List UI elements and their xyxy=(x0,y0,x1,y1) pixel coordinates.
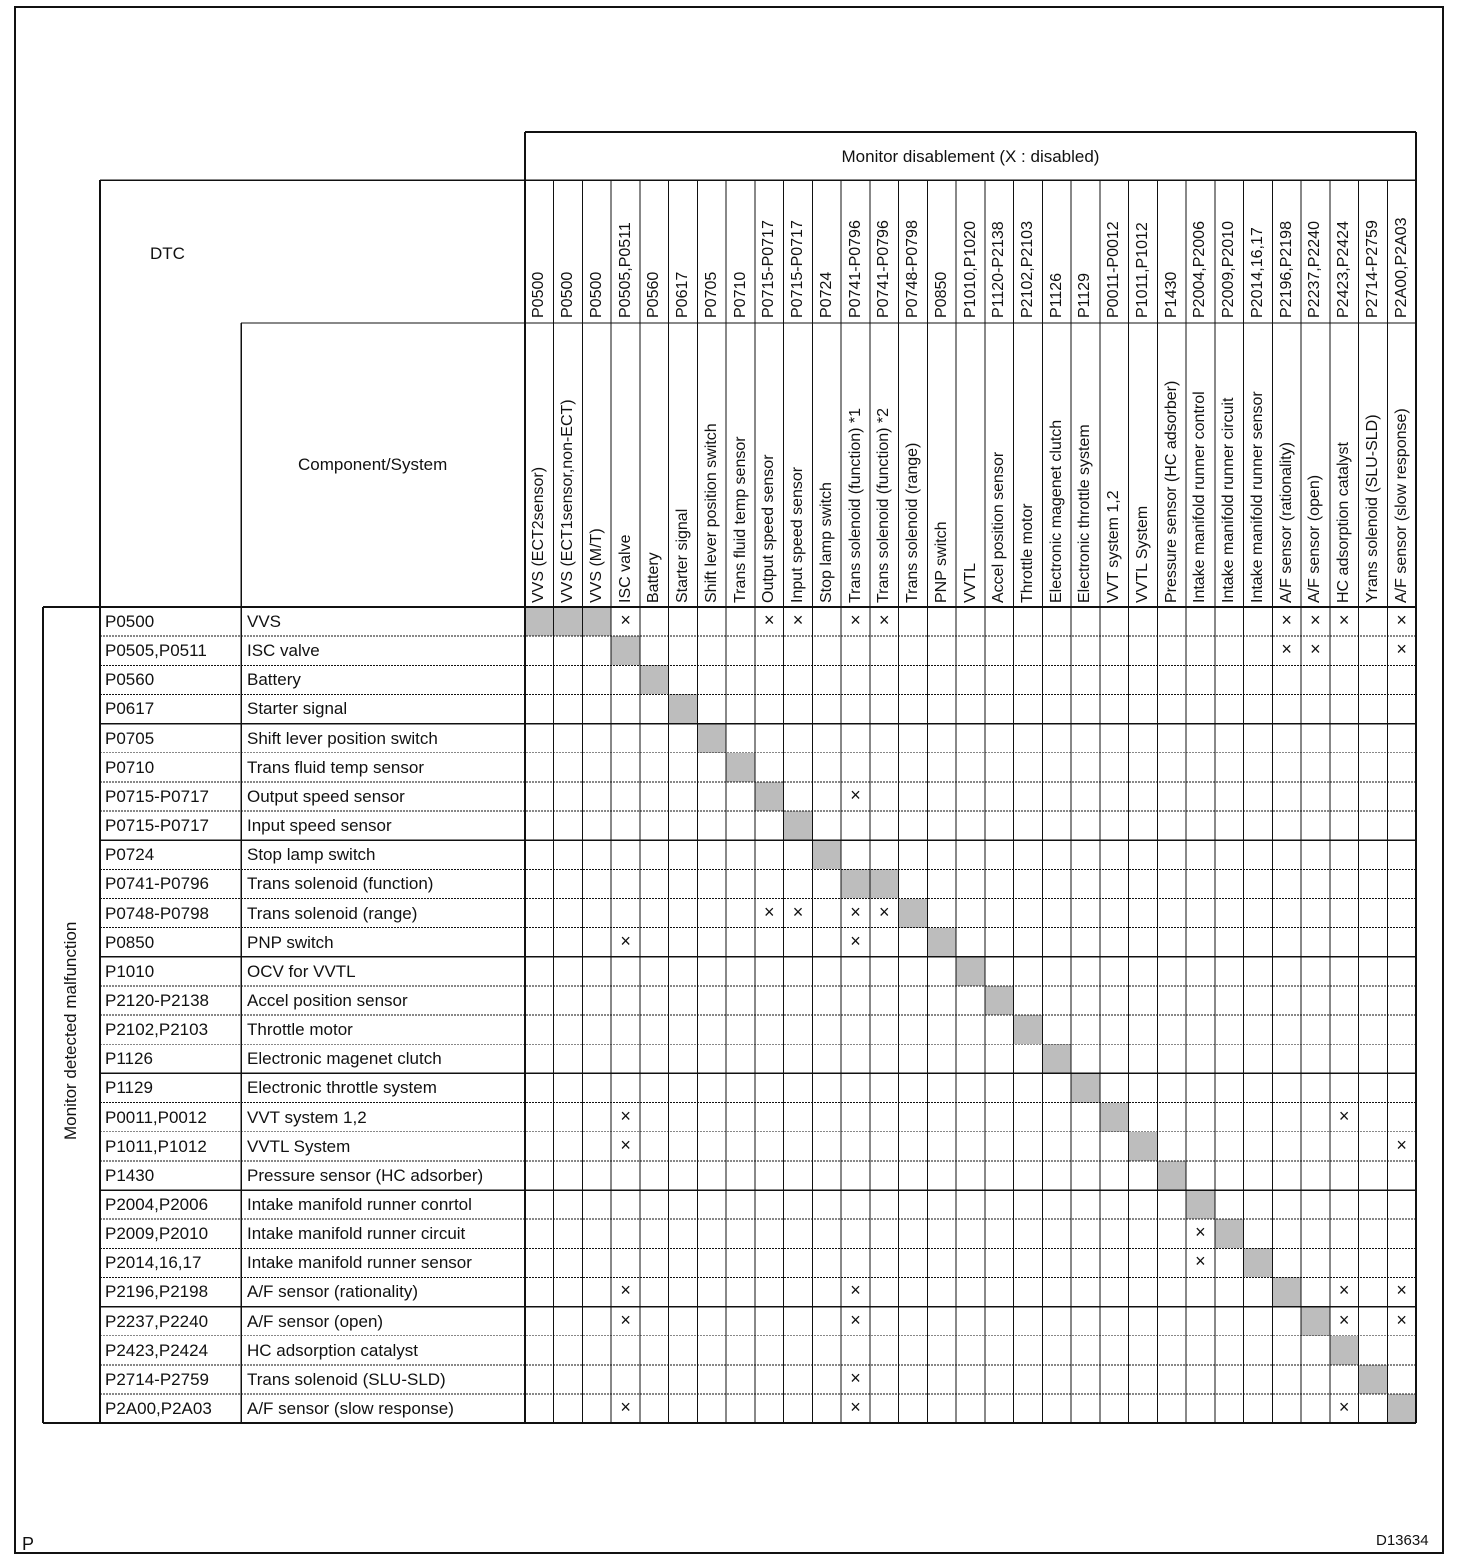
footer-left-mark: P xyxy=(22,1534,35,1554)
disabled-x-mark: × xyxy=(1338,1105,1350,1126)
row-dtc-code: P0560 xyxy=(105,670,155,690)
disabled-x-mark: × xyxy=(620,1134,631,1155)
disabled-x-mark: × xyxy=(850,1280,861,1301)
row-group-label: Monitor detected malfunction xyxy=(61,921,80,1140)
row-component-name: A/F sensor (open) xyxy=(247,1311,384,1331)
row-component-name: Trans solenoid (SLU-SLD) xyxy=(247,1369,446,1389)
column-dtc-code: P0505,P0511 xyxy=(616,222,634,318)
disabled-x-mark: × xyxy=(620,1280,631,1301)
component-header-label: Component/System xyxy=(298,455,448,474)
column-dtc-code: P0748-P0798 xyxy=(904,220,922,318)
row-component-name: Stop lamp switch xyxy=(247,845,376,865)
column-component-name: A/F sensor (open) xyxy=(1306,474,1324,603)
row-dtc-code: P2196,P2198 xyxy=(105,1282,209,1302)
row-dtc-code: P0505,P0511 xyxy=(105,641,207,661)
row-dtc-code: P2102,P2103 xyxy=(105,1020,209,1040)
column-component-name: VVTL xyxy=(961,562,979,603)
row-component-name: OCV for VVTL xyxy=(247,961,356,981)
column-dtc-code: P0850 xyxy=(932,271,950,318)
row-dtc-code: P0617 xyxy=(105,699,155,719)
row-component-name: VVS xyxy=(247,612,282,631)
row-component-name: Output speed sensor xyxy=(247,786,405,806)
column-component-name: Pressure sensor (HC adsorber) xyxy=(1162,380,1180,603)
column-component-name: Yrans solenoid (SLU-SLD) xyxy=(1363,414,1381,603)
row-component-name: Intake manifold runner circuit xyxy=(247,1224,466,1244)
column-dtc-code: P1120-P2138 xyxy=(990,221,1008,318)
row-dtc-code: P0710 xyxy=(105,757,155,777)
disabled-x-mark: × xyxy=(1310,610,1321,630)
column-component-name: VVTL System xyxy=(1133,505,1151,603)
column-component-name: HC adsorption catalyst xyxy=(1335,442,1353,603)
row-dtc-code: P0724 xyxy=(105,845,155,865)
row-component-name: A/F sensor (rationality) xyxy=(247,1282,418,1302)
disabled-x-mark: × xyxy=(1281,639,1292,660)
row-component-name: Electronic throttle system xyxy=(247,1078,437,1098)
column-component-name: ISC valve xyxy=(616,534,634,603)
row-component-name: Trans solenoid (range) xyxy=(247,903,418,923)
column-dtc-code: P0724 xyxy=(817,271,835,318)
row-dtc-code: P1430 xyxy=(105,1165,155,1185)
column-dtc-code: P0705 xyxy=(702,271,720,318)
disabled-x-mark: × xyxy=(620,1397,631,1418)
row-dtc-code: P1010 xyxy=(105,961,155,981)
row-component-name: Intake manifold runner sensor xyxy=(247,1253,472,1273)
row-component-name: Battery xyxy=(247,670,301,690)
row-component-name: Electronic magenet clutch xyxy=(247,1049,442,1069)
column-dtc-code: P0715-P0717 xyxy=(789,220,807,318)
column-dtc-code: P2196,P2198 xyxy=(1277,221,1295,318)
column-component-name: Starter signal xyxy=(674,508,692,603)
column-dtc-code: P0710 xyxy=(731,271,749,318)
column-dtc-code: P1126 xyxy=(1047,272,1065,318)
disabled-x-mark: × xyxy=(879,901,890,922)
column-component-name: A/F sensor (slow response) xyxy=(1392,408,1410,603)
column-dtc-code: P0741-P0796 xyxy=(875,220,893,318)
row-dtc-code: P0850 xyxy=(105,932,155,952)
disabled-x-mark: × xyxy=(764,901,775,922)
row-dtc-code: P0715-P0717 xyxy=(105,786,209,806)
disabled-x-mark: × xyxy=(850,610,861,630)
row-component-name: VVTL System xyxy=(247,1136,351,1156)
disabled-x-mark: × xyxy=(1396,610,1407,630)
row-component-name: Trans solenoid (function) xyxy=(247,874,434,894)
column-component-name: VVT system 1,2 xyxy=(1105,490,1123,603)
column-dtc-code: P0500 xyxy=(587,271,605,318)
dtc-header-label: DTC xyxy=(150,244,185,263)
disabled-x-mark: × xyxy=(1195,1222,1206,1243)
disabled-x-mark: × xyxy=(1338,1309,1350,1330)
disabled-x-mark: × xyxy=(1195,1251,1206,1272)
column-component-name: Trans fluid temp sensor xyxy=(731,436,749,603)
disabled-x-mark: × xyxy=(620,930,631,951)
row-dtc-code: P0748-P0798 xyxy=(105,903,209,923)
column-component-name: Trans solenoid (function) *1 xyxy=(846,407,864,603)
disabled-x-mark: × xyxy=(850,930,861,951)
column-dtc-code: P0741-P0796 xyxy=(846,220,864,318)
column-component-name: Electronic throttle system xyxy=(1076,424,1094,603)
row-component-name: Trans fluid temp sensor xyxy=(247,757,424,777)
row-dtc-code: P0011,P0012 xyxy=(105,1107,207,1127)
disabled-x-mark: × xyxy=(1338,1397,1350,1418)
row-dtc-code: P1011,P1012 xyxy=(105,1136,207,1156)
disabled-x-mark: × xyxy=(1396,639,1407,660)
column-component-name: Stop lamp switch xyxy=(817,482,835,603)
column-component-name: Throttle motor xyxy=(1018,503,1036,603)
disabled-x-mark: × xyxy=(850,901,861,922)
column-dtc-code: P2009,P2010 xyxy=(1220,221,1238,318)
row-dtc-code: P2714-P2759 xyxy=(105,1369,209,1389)
disabled-x-mark: × xyxy=(620,1105,631,1126)
column-component-name: Electronic magenet clutch xyxy=(1047,419,1065,603)
row-dtc-code: P0715-P0717 xyxy=(105,816,209,836)
row-dtc-code: P1129 xyxy=(105,1078,153,1098)
disabled-x-mark: × xyxy=(879,610,890,630)
row-dtc-code: P1126 xyxy=(105,1049,153,1069)
column-dtc-code: P2A00,P2A03 xyxy=(1392,217,1410,318)
column-component-name: Trans solenoid (range) xyxy=(904,442,922,603)
row-component-name: Throttle motor xyxy=(247,1020,353,1040)
column-dtc-code: P0500 xyxy=(559,271,577,318)
column-component-name: Trans solenoid (function) *2 xyxy=(875,407,893,603)
row-dtc-code: P2014,16,17 xyxy=(105,1253,202,1273)
row-component-name: Intake manifold runner conrtol xyxy=(247,1195,472,1214)
row-dtc-code: P2009,P2010 xyxy=(105,1224,209,1244)
column-dtc-code: P0617 xyxy=(674,271,692,318)
column-dtc-code: P1129 xyxy=(1076,272,1094,318)
column-dtc-code: P0011-P0012 xyxy=(1105,221,1123,318)
disabled-x-mark: × xyxy=(764,610,775,630)
disabled-x-mark: × xyxy=(1338,610,1350,630)
column-dtc-code: P2014,16,17 xyxy=(1248,227,1266,318)
disabled-x-mark: × xyxy=(1396,1309,1407,1330)
disabled-x-mark: × xyxy=(1396,1280,1407,1301)
disabled-x-mark: × xyxy=(1396,1134,1407,1155)
monitor-disablement-title: Monitor disablement (X : disabled) xyxy=(841,147,1100,166)
column-component-name: A/F sensor (rationality) xyxy=(1277,442,1295,603)
column-dtc-code: P0560 xyxy=(645,271,663,318)
disabled-x-mark: × xyxy=(850,1309,861,1330)
disabled-x-mark: × xyxy=(792,610,804,630)
column-dtc-code: P0500 xyxy=(530,271,548,318)
row-component-name: Input speed sensor xyxy=(247,816,392,836)
column-dtc-code: P0715-P0717 xyxy=(760,220,778,318)
row-component-name: PNP switch xyxy=(247,932,334,952)
row-dtc-code: P2237,P2240 xyxy=(105,1311,209,1331)
column-component-name: Output speed sensor xyxy=(760,454,778,603)
figure-id: D13634 xyxy=(1376,1532,1429,1549)
column-dtc-code: P1011,P1012 xyxy=(1133,222,1151,318)
column-dtc-code: P2237,P2240 xyxy=(1306,221,1324,318)
row-dtc-code: P0500 xyxy=(105,612,155,631)
row-component-name: VVT system 1,2 xyxy=(247,1107,367,1127)
column-dtc-code: P2004,P2006 xyxy=(1191,221,1209,318)
column-dtc-code: P2102,P2103 xyxy=(1018,221,1036,318)
column-dtc-code: P1010,P1020 xyxy=(961,221,979,318)
column-component-name: Intake manifold runner control xyxy=(1191,391,1209,603)
row-component-name: Pressure sensor (HC adsorber) xyxy=(247,1165,484,1185)
column-component-name: Intake manifold runner circuit xyxy=(1220,397,1238,603)
column-component-name: Input speed sensor xyxy=(789,466,807,603)
disabled-x-mark: × xyxy=(620,1309,631,1330)
row-dtc-code: P0705 xyxy=(105,728,155,748)
column-component-name: Battery xyxy=(645,552,663,603)
disabled-x-mark: × xyxy=(1338,1280,1350,1301)
disabled-x-mark: × xyxy=(792,901,804,922)
column-component-name: VVS (ECT1sensor,non-ECT) xyxy=(559,399,577,603)
column-component-name: Accel position sensor xyxy=(990,451,1008,603)
disabled-x-mark: × xyxy=(620,610,631,630)
row-component-name: Accel position sensor xyxy=(247,990,408,1010)
row-component-name: Shift lever position switch xyxy=(247,728,438,748)
column-component-name: Intake manifold runner sensor xyxy=(1248,391,1266,603)
column-component-name: PNP switch xyxy=(932,521,950,603)
column-component-name: VVS (ECT2sensor) xyxy=(530,466,548,603)
column-component-name: Shift lever position switch xyxy=(702,423,720,603)
disabled-x-mark: × xyxy=(850,1397,861,1418)
row-component-name: HC adsorption catalyst xyxy=(247,1340,419,1360)
disabled-x-mark: × xyxy=(1310,639,1321,660)
row-dtc-code: P2004,P2006 xyxy=(105,1195,209,1214)
row-dtc-code: P0741-P0796 xyxy=(105,874,209,894)
row-component-name: ISC valve xyxy=(247,641,320,661)
column-dtc-code: P2714-P2759 xyxy=(1363,220,1381,318)
disabled-x-mark: × xyxy=(1281,610,1292,630)
row-component-name: Starter signal xyxy=(247,699,348,719)
disabled-x-mark: × xyxy=(850,784,861,805)
column-dtc-code: P1430 xyxy=(1162,271,1180,318)
row-dtc-code: P2A00,P2A03 xyxy=(105,1399,212,1419)
column-component-name: VVS (M/T) xyxy=(587,528,605,603)
row-component-name: A/F sensor (slow response) xyxy=(247,1399,454,1419)
row-dtc-code: P2423,P2424 xyxy=(105,1340,209,1360)
row-dtc-code: P2120-P2138 xyxy=(105,990,209,1010)
disabled-x-mark: × xyxy=(850,1367,861,1388)
column-dtc-code: P2423,P2424 xyxy=(1335,221,1353,318)
